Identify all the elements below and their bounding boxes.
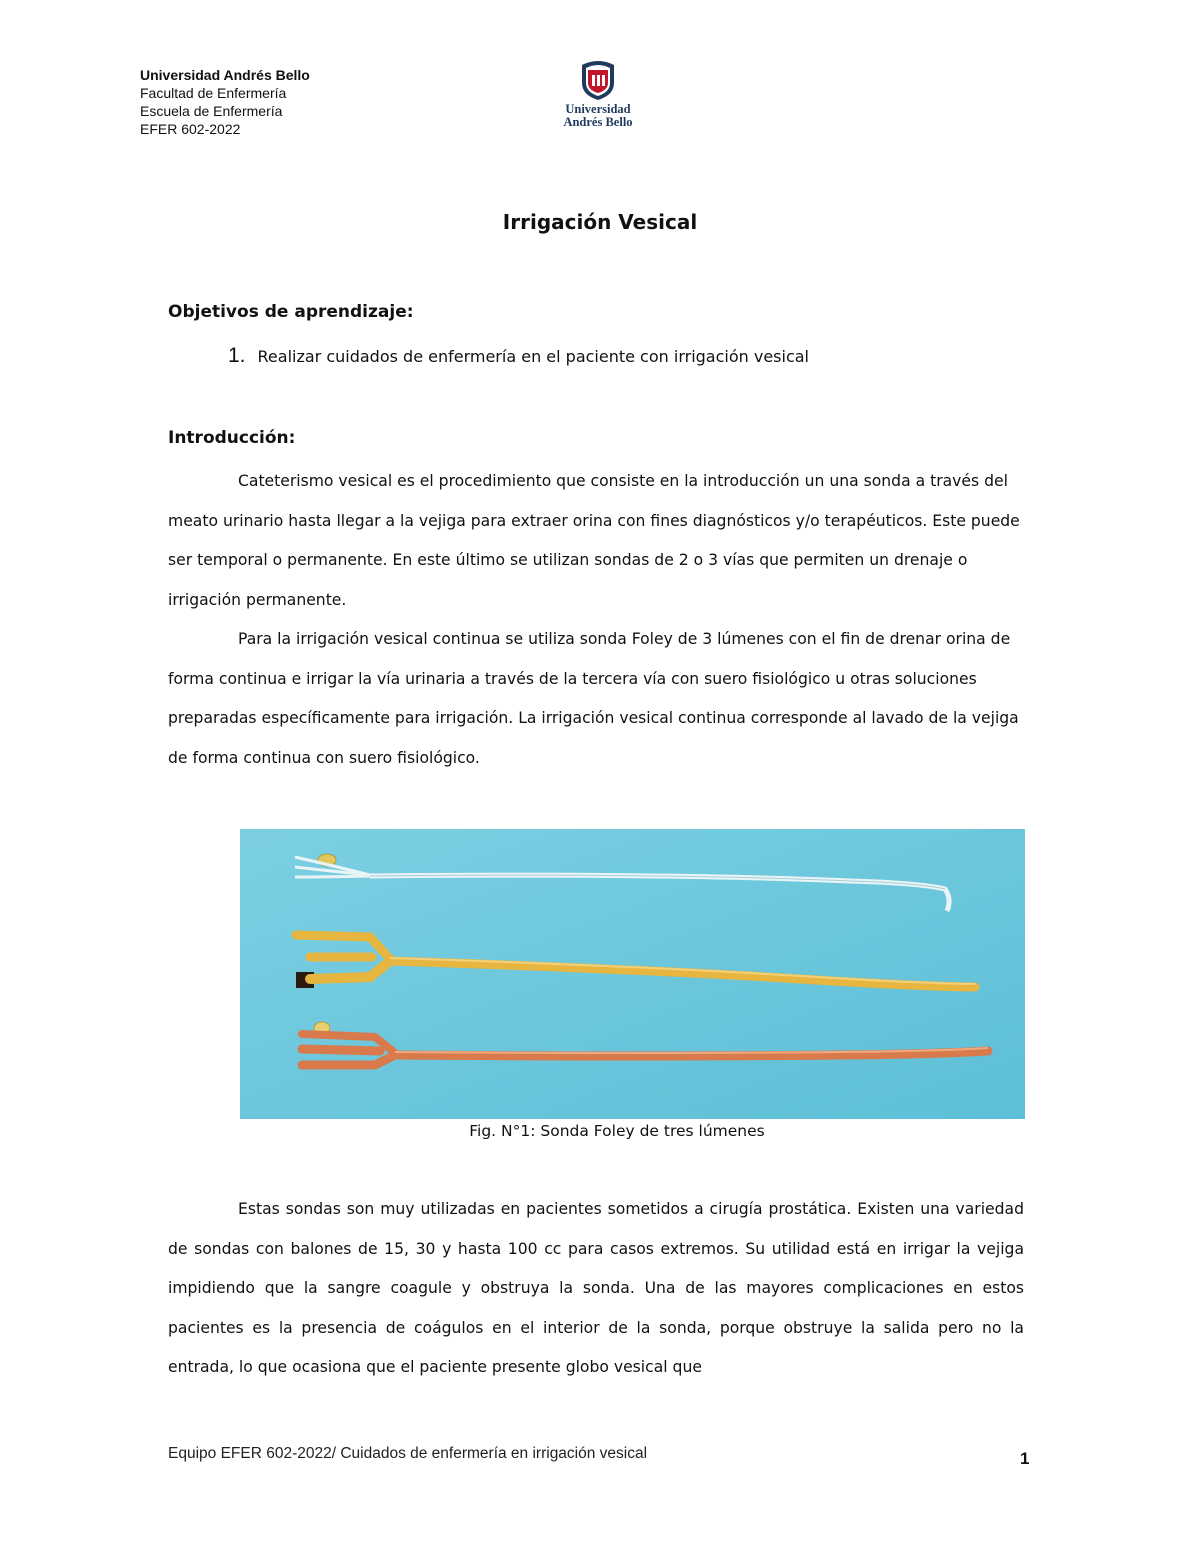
logo-line-1: Universidad	[565, 102, 631, 116]
university-logo	[553, 57, 643, 143]
university-seal-icon	[579, 57, 617, 101]
footer-text: Equipo EFER 602-2022/ Cuidados de enfermería en irrigación vesical	[168, 1445, 648, 1462]
intro-paragraph-1: Cateterismo vesical es el procedimiento que consiste en la introducción un una sonda a través del meato urinario hasta llegar a la vejiga para extraer orina con fines diagnósticos y/o terapéuticos. Este puede ser temporal o permanente. En este último se utilizan sondas de 2 o 3 vías que permiten un drenaje o irrigación permanente.	[168, 472, 1020, 609]
foley-catheter-image	[240, 829, 1025, 1119]
objective-number: 1.	[228, 344, 246, 367]
objectives-heading: Objetivos de aprendizaje:	[168, 302, 414, 322]
header-faculty: Facultad de Enfermería	[140, 85, 287, 101]
objective-text: Realizar cuidados de enfermería en el paciente con irrigación vesical	[257, 347, 809, 366]
objective-item	[228, 344, 809, 368]
header-university: Universidad Andrés Bello	[140, 67, 310, 83]
intro-paragraph-2: Para la irrigación vesical continua se utiliza sonda Foley de 3 lúmenes con el fin de drenar orina de forma continua e irrigar la vía urinaria a través de la tercera vía con suero fisiológico u otras soluciones preparadas específicamente para irrigación. La irrigación vesical continua corresponde al lavado de la vejiga de forma continua con suero fisiológico.	[168, 630, 1019, 767]
introduction-heading: Introducción:	[168, 428, 296, 448]
header-course: EFER 602-2022	[140, 121, 241, 137]
document-title: Irrigación Vesical	[502, 210, 698, 234]
logo-line-2: Andrés Bello	[563, 115, 633, 129]
figure-caption: Fig. N°1: Sonda Foley de tres lúmenes	[469, 1122, 765, 1140]
page-number: 1	[1020, 1449, 1030, 1468]
logo-wordmark	[553, 103, 643, 129]
document-header	[140, 66, 310, 138]
header-school: Escuela de Enfermería	[140, 103, 283, 119]
foley-catheter-figure	[240, 829, 1025, 1119]
body-paragraph: Estas sondas son muy utilizadas en pacientes sometidos a cirugía prostática. Existen una variedad de sondas con balones de 15, 30 y hasta 100 cc para casos extremos. Su utilidad está en irrigar la vejiga impidiendo que la sangre coagule y obstruya la sonda. Una de las mayores complicaciones en estos pacientes es la presencia de coágulos en el interior de la sonda, porque obstruye la salida pero no la entrada, lo que ocasiona que el paciente presente globo vesical que	[168, 1200, 1024, 1376]
